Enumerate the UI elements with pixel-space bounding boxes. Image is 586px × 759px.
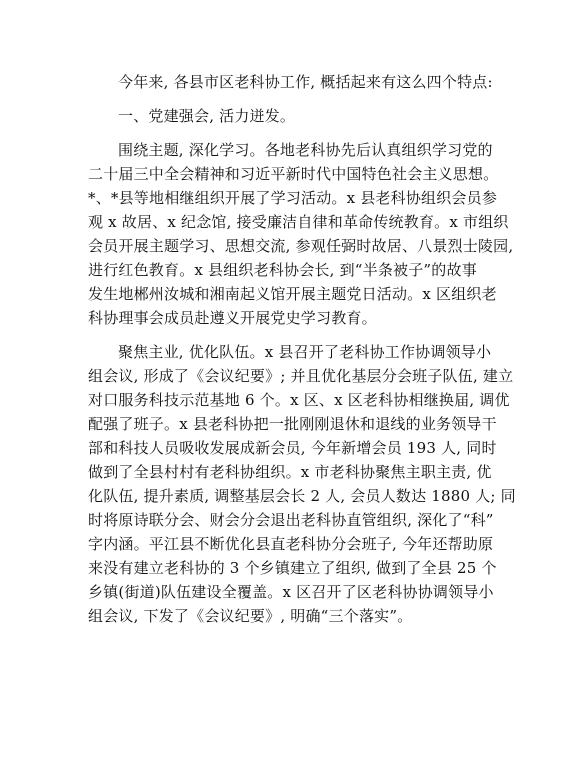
paragraph-1-line-8: 科协理事会成员赴遵义开展党史学习教育。	[88, 309, 377, 327]
paragraph-1-line-3: *、*县等地相继组织开展了学习活动。x 县老科协组织会员参	[88, 189, 498, 207]
paragraph-2-line-2: 组会议, 形成了《会议纪要》; 并且优化基层分会班子队伍, 建立	[88, 367, 514, 385]
paragraph-2-line-10: 来没有建立老科协的 3 个乡镇建立了组织, 做到了全县 25 个	[88, 559, 497, 577]
paragraph-2-line-8: 时将原诗联分会、财会分会退出老科协直管组织, 深化了“科”	[88, 511, 494, 529]
paragraph-2-line-12: 组会议, 下发了《会议纪要》, 明确“三个落实”。	[88, 607, 413, 625]
paragraph-2-line-11: 乡镇(街道)队伍建设全覆盖。x 区召开了区老科协协调领导小	[88, 583, 494, 601]
paragraph-2-line-4: 配强了班子。x 县老科协把一批刚刚退休和退线的业务领导干	[88, 415, 497, 433]
paragraph-1-line-7: 发生地郴州汝城和湘南起义馆开展主题党日活动。x 区组织老	[88, 285, 497, 303]
paragraph-2-line-5: 部和科技人员吸收发展成新会员, 今年新增会员 193 人, 同时	[88, 439, 497, 457]
paragraph-2-line-7: 化队伍, 提升素质, 调整基层会长 2 人, 会员人数达 1880 人; 同	[88, 487, 516, 505]
document-page	[88, 70, 516, 628]
section-heading: 一、党建强会, 活力迸发。	[118, 107, 296, 125]
intro-line: 今年来, 各县市区老科协工作, 概括起来有这么四个特点:	[118, 73, 493, 91]
paragraph-2-line-3: 对口服务科技示范基地 6 个。x 区、x 区老科协相继换届, 调优	[88, 391, 510, 409]
paragraph-2-line-9: 字内涵。平江县不断优化县直老科协分会班子, 今年还帮助原	[88, 535, 494, 553]
paragraph-1-line-1: 围绕主题, 深化学习。各地老科协先后认真组织学习党的	[118, 141, 493, 159]
paragraph-2-line-6: 做到了全县村村有老科协组织。x 市老科协聚焦主职主责, 优	[88, 463, 492, 481]
paragraph-2-line-1: 聚焦主业, 优化队伍。x 县召开了老科协工作协调领导小	[118, 343, 492, 361]
paragraph-1-line-2: 二十届三中全会精神和习近平新时代中国特色社会主义思想。	[88, 165, 499, 183]
paragraph-1-line-6: 进行红色教育。x 县组织老科协会长, 到“半条被子”的故事	[88, 261, 477, 279]
paragraph-1-line-5: 会员开展主题学习、思想交流, 参观任弼时故居、八景烈士陵园,	[88, 237, 514, 255]
paragraph-1-line-4: 观 x 故居、x 纪念馆, 接受廉洁自律和革命传统教育。x 市组织	[88, 213, 509, 231]
